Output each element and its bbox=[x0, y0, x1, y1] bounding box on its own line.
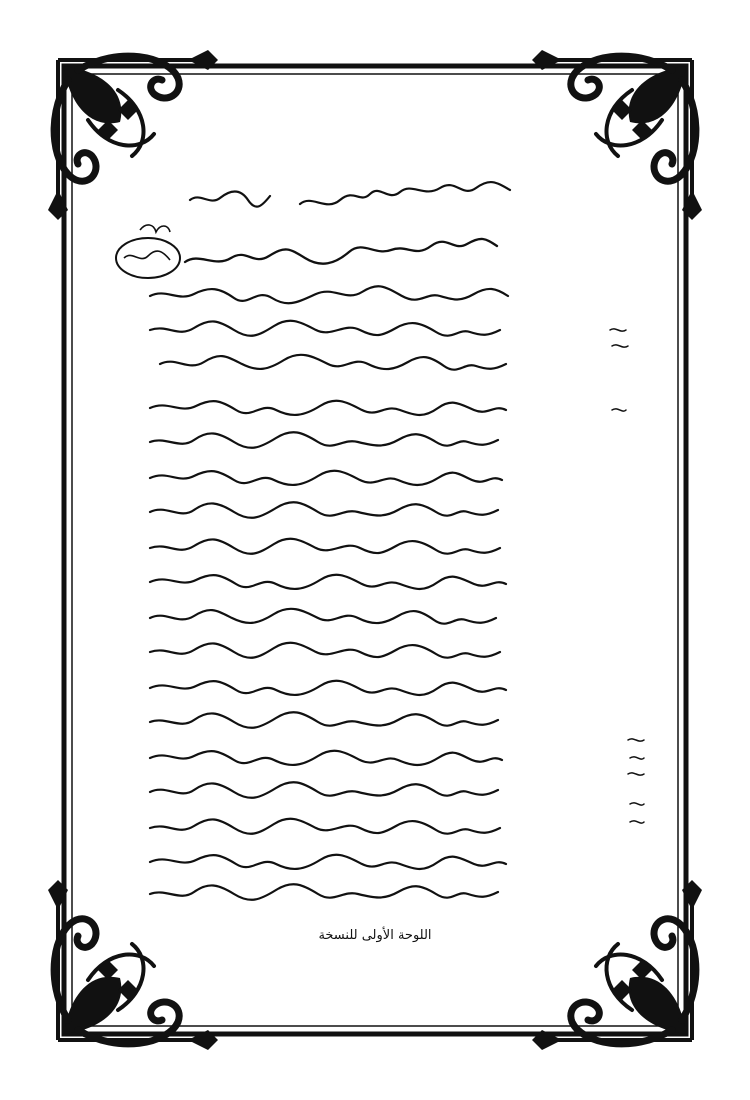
ownership-seal-icon bbox=[116, 225, 180, 278]
caption-text: اللوحة الأولى للنسخة bbox=[318, 928, 432, 943]
page-caption bbox=[0, 928, 750, 943]
